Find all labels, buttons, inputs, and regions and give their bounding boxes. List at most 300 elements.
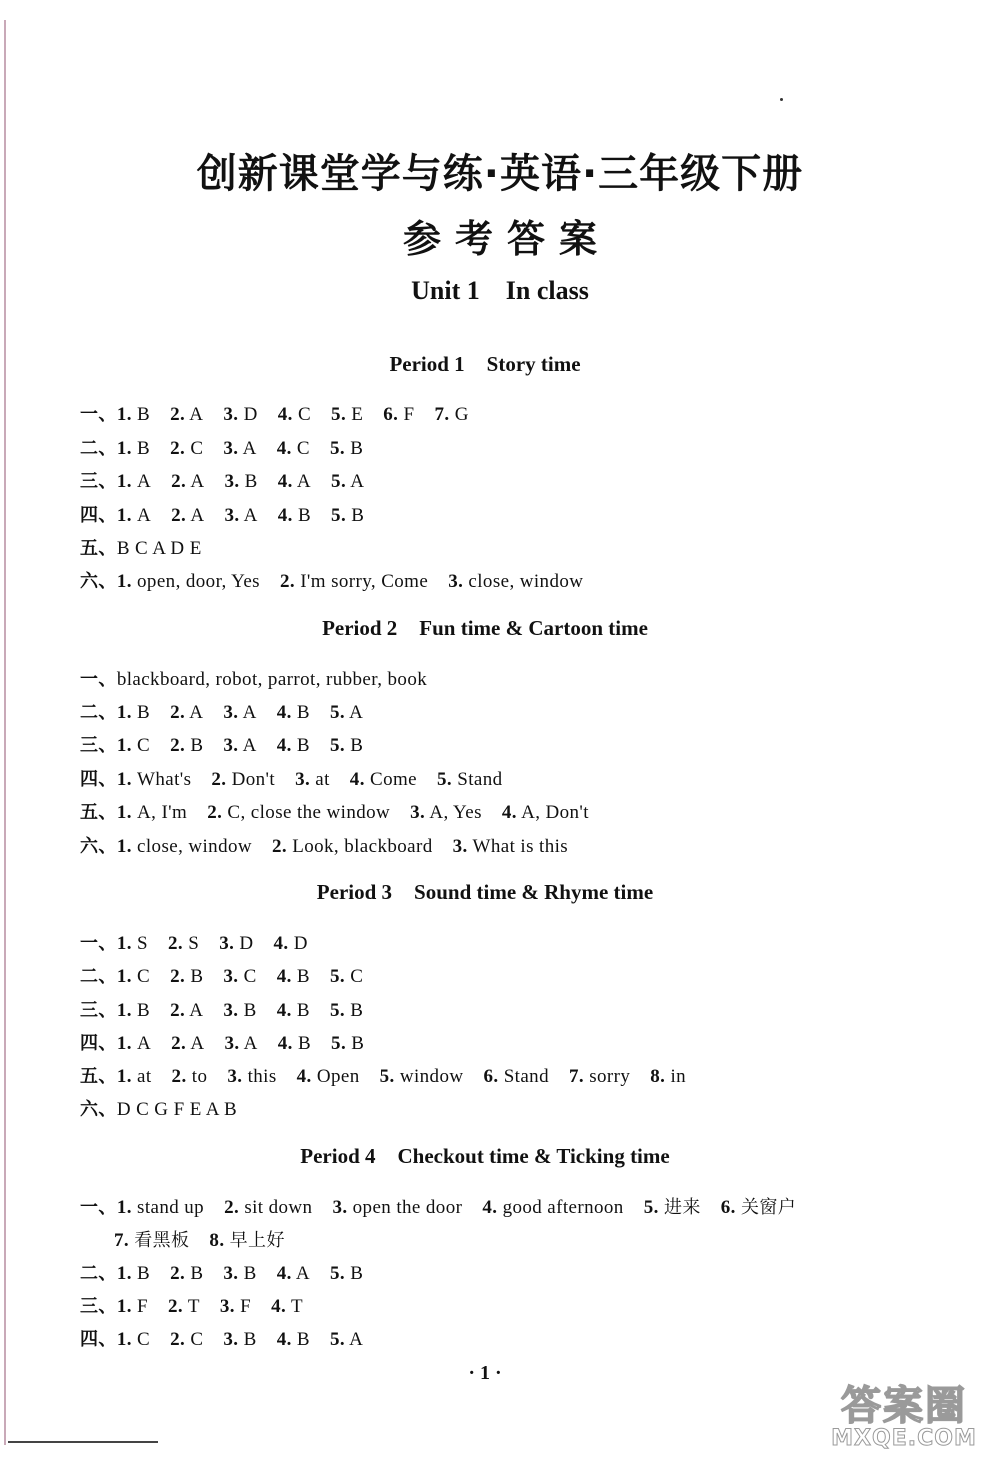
item-number: 4.	[276, 1329, 292, 1350]
item-number: 6.	[720, 1197, 736, 1218]
item-number: 5.	[331, 404, 347, 425]
question-marker: 三、	[80, 735, 117, 756]
answer-item	[117, 702, 150, 723]
item-number: 3.	[219, 933, 235, 954]
answer-item	[278, 471, 311, 492]
item-answer: stand up	[137, 1197, 205, 1218]
item-answer: B	[244, 471, 258, 492]
answer-item	[117, 404, 150, 425]
item-number: 4.	[276, 1263, 292, 1284]
answer-row	[80, 798, 589, 824]
item-number: 2.	[272, 836, 288, 857]
answer-item	[330, 1000, 363, 1021]
question-marker: 六、	[80, 571, 117, 592]
item-answer: C	[297, 404, 312, 425]
answer-row	[80, 832, 568, 858]
answer-item	[331, 1033, 364, 1054]
item-number: 2.	[168, 1296, 184, 1317]
answer-item	[223, 1263, 256, 1284]
item-answer: Don't	[231, 769, 276, 790]
answer-item	[171, 471, 204, 492]
item-answer: C	[243, 966, 257, 987]
item-answer: A	[190, 505, 205, 526]
answer-item	[170, 1000, 203, 1021]
answer-row	[80, 467, 364, 493]
answer-item	[117, 933, 148, 954]
answer-item	[172, 1066, 208, 1087]
answer-row	[80, 698, 363, 724]
question-marker: 一、	[80, 933, 117, 954]
question-marker: 三、	[80, 1000, 117, 1021]
item-answer: A	[296, 471, 312, 492]
item-number: 3.	[452, 836, 468, 857]
period-label: Period 3	[316, 880, 393, 904]
item-answer: B	[137, 1000, 151, 1021]
item-number: 7.	[568, 1066, 585, 1087]
item-answer: B	[296, 1329, 310, 1350]
answer-row	[80, 1193, 796, 1219]
item-number: 3.	[223, 966, 239, 987]
item-answer: B C A D E	[116, 538, 202, 559]
answer-row	[80, 1292, 303, 1318]
answer-item	[168, 1296, 200, 1317]
answer-item	[223, 1000, 256, 1021]
item-answer: A, I'm	[137, 802, 188, 823]
answer-item	[274, 933, 308, 954]
answer-item	[117, 1263, 150, 1284]
answer-item	[117, 1296, 148, 1317]
item-number: 4.	[273, 933, 289, 954]
item-number: 5.	[379, 1066, 395, 1087]
item-number: 3.	[223, 702, 239, 723]
item-number: 1.	[116, 802, 132, 823]
period-name: Fun time & Cartoon time	[419, 616, 648, 640]
answer-item	[209, 1230, 284, 1251]
item-number: 3.	[223, 404, 239, 425]
item-number: 1.	[116, 769, 132, 790]
answer-item	[330, 735, 363, 756]
item-number: 2.	[224, 1197, 240, 1218]
question-marker: 五、	[80, 802, 117, 823]
question-marker: 一、	[80, 669, 117, 690]
item-number: 2.	[171, 505, 187, 526]
answer-row	[80, 665, 427, 691]
item-number: 2.	[207, 802, 223, 823]
question-marker: 二、	[80, 438, 117, 459]
item-answer: What is this	[472, 836, 569, 857]
item-number: 2.	[170, 702, 186, 723]
item-answer: B	[137, 702, 151, 723]
answer-row	[80, 996, 363, 1022]
item-answer: A	[243, 505, 258, 526]
item-number: 7.	[434, 404, 450, 425]
answer-item	[331, 505, 364, 526]
item-number: 5.	[330, 438, 346, 459]
answer-row	[80, 567, 583, 593]
watermark-url: MXQE.COM	[831, 1426, 977, 1451]
item-answer: B	[137, 1263, 151, 1284]
item-number: 3.	[223, 1000, 239, 1021]
item-number: 2.	[170, 1263, 186, 1284]
question-marker: 六、	[80, 836, 117, 857]
answer-item	[380, 1066, 464, 1087]
answer-item	[170, 1263, 203, 1284]
watermark-logo	[814, 1374, 994, 1456]
answer-item	[721, 1197, 796, 1218]
book-title: 创新课堂学与练·英语·三年级下册	[196, 151, 804, 197]
item-answer: B	[190, 966, 204, 987]
item-answer: close, window	[468, 571, 584, 592]
answer-item	[223, 702, 256, 723]
item-number: 2.	[171, 1033, 187, 1054]
answer-item	[117, 1099, 237, 1120]
question-marker: 三、	[80, 1296, 117, 1317]
answer-item	[117, 1197, 204, 1218]
item-number: 5.	[330, 735, 346, 756]
question-marker: 三、	[80, 471, 117, 492]
scan-speck	[780, 98, 783, 101]
answer-row	[80, 1062, 686, 1088]
answer-item	[482, 1197, 623, 1218]
item-answer: B	[350, 438, 364, 459]
item-number: 3.	[223, 1263, 239, 1284]
item-number: 4.	[501, 802, 517, 823]
item-answer: B	[351, 1033, 365, 1054]
answer-item	[117, 571, 260, 592]
period-name: Checkout time & Ticking time	[397, 1144, 670, 1168]
item-number: 3.	[219, 1296, 235, 1317]
item-number: 4.	[276, 966, 292, 987]
question-marker: 四、	[80, 1033, 117, 1054]
item-answer: A	[137, 505, 152, 526]
item-number: 1.	[116, 1033, 132, 1054]
answer-item	[117, 1000, 150, 1021]
period-label: Period 1	[389, 352, 465, 376]
item-answer: A	[190, 1033, 205, 1054]
item-answer: T	[290, 1296, 303, 1317]
answer-item	[277, 1329, 310, 1350]
item-answer: B	[350, 735, 364, 756]
answer-item	[170, 404, 203, 425]
answer-item	[277, 735, 310, 756]
item-number: 2.	[170, 1329, 186, 1350]
item-number: 4.	[276, 735, 292, 756]
item-number: 3.	[223, 1329, 239, 1350]
period-label: Period 2	[322, 616, 398, 640]
item-answer: C, close the window	[227, 802, 391, 823]
answer-item	[332, 1197, 462, 1218]
item-number: 3.	[295, 769, 311, 790]
question-marker: 二、	[80, 702, 117, 723]
item-number: 3.	[448, 571, 464, 592]
item-answer: F	[137, 1296, 148, 1317]
item-answer: Look, blackboard	[292, 836, 433, 857]
item-answer: B	[190, 1263, 204, 1284]
answer-item	[224, 505, 257, 526]
item-answer: A	[137, 471, 152, 492]
period-name: Story time	[486, 352, 581, 376]
item-answer: S	[137, 933, 148, 954]
item-number: 4.	[482, 1197, 498, 1218]
item-number: 2.	[211, 769, 227, 790]
answer-item	[437, 769, 503, 790]
item-answer: sit down	[244, 1197, 313, 1218]
item-answer: I'm sorry, Come	[300, 571, 429, 592]
item-answer: A, Don't	[521, 802, 589, 823]
item-number: 4.	[276, 438, 292, 459]
answer-row	[80, 1029, 364, 1055]
item-answer: D C G F E A B	[116, 1099, 238, 1120]
item-number: 5.	[330, 1329, 346, 1350]
answer-row	[80, 765, 503, 791]
item-number: 3.	[224, 505, 240, 526]
answer-item	[117, 538, 202, 559]
item-number: 1.	[116, 1263, 132, 1284]
answer-item	[223, 966, 256, 987]
answer-item	[117, 471, 151, 492]
item-answer: A	[137, 1033, 152, 1054]
item-answer: in	[670, 1066, 687, 1087]
item-answer: G	[454, 404, 469, 425]
answer-item	[224, 471, 257, 492]
answer-item	[227, 1066, 276, 1087]
item-answer: A	[295, 1263, 310, 1284]
item-number: 2.	[168, 933, 184, 954]
answer-row	[80, 1259, 363, 1285]
item-number: 5.	[330, 1263, 346, 1284]
item-answer: A	[242, 702, 257, 723]
question-marker: 一、	[80, 1197, 117, 1218]
answer-item	[272, 836, 433, 857]
item-answer: Stand	[457, 769, 503, 790]
item-answer: B	[350, 1263, 364, 1284]
item-number: 6.	[383, 404, 399, 425]
answer-item	[223, 735, 256, 756]
item-answer: Come	[370, 769, 418, 790]
item-number: 5.	[331, 1033, 347, 1054]
answer-item	[483, 1066, 549, 1087]
answer-item	[114, 1230, 189, 1251]
item-number: 1.	[116, 966, 132, 987]
answer-item	[211, 769, 275, 790]
item-answer: this	[247, 1066, 277, 1087]
item-number: 2.	[279, 571, 296, 592]
answer-item	[277, 1263, 310, 1284]
item-answer: 看黑板	[134, 1230, 190, 1251]
item-number: 7.	[114, 1230, 130, 1251]
item-number: 2.	[170, 735, 186, 756]
answer-item	[117, 802, 187, 823]
answer-key-title: 参考答案	[402, 217, 611, 261]
answer-item	[448, 571, 583, 592]
answer-row	[80, 534, 202, 560]
item-answer: close, window	[137, 836, 252, 857]
answer-item	[117, 1329, 150, 1350]
unit-heading	[0, 276, 1000, 306]
item-number: 1.	[116, 438, 132, 459]
item-number: 4.	[296, 1066, 312, 1087]
answer-item	[453, 836, 568, 857]
answer-item	[171, 1033, 204, 1054]
item-number: 1.	[116, 404, 132, 425]
item-answer: D	[243, 404, 258, 425]
item-answer: A	[189, 1000, 204, 1021]
item-answer: A	[349, 702, 364, 723]
item-answer: C	[190, 1329, 204, 1350]
item-answer: B	[296, 735, 310, 756]
answer-item	[569, 1066, 630, 1087]
answer-row	[80, 434, 363, 460]
item-answer: B	[296, 966, 310, 987]
item-answer: A	[189, 404, 204, 425]
item-number: 4.	[277, 471, 293, 492]
item-answer: D	[239, 933, 254, 954]
item-answer: C	[296, 438, 310, 459]
answer-item	[410, 802, 482, 823]
item-number: 5.	[330, 702, 346, 723]
item-number: 4.	[276, 1000, 292, 1021]
answer-item	[277, 438, 310, 459]
answer-item	[330, 966, 363, 987]
answer-item	[223, 1329, 256, 1350]
period-heading	[0, 1144, 970, 1169]
answer-item	[219, 933, 253, 954]
item-number: 5.	[330, 1000, 346, 1021]
item-number: 8.	[650, 1066, 666, 1087]
answer-item	[168, 933, 199, 954]
item-number: 3.	[227, 1066, 243, 1087]
answer-item	[171, 505, 204, 526]
item-number: 3.	[223, 438, 239, 459]
item-number: 1.	[116, 933, 132, 954]
answer-item	[223, 438, 256, 459]
answer-item	[278, 1033, 311, 1054]
answer-item	[117, 735, 150, 756]
answer-item	[117, 769, 192, 790]
period-name: Sound time & Rhyme time	[414, 880, 654, 904]
item-answer: blackboard, robot, parrot, rubber, book	[116, 669, 428, 690]
answer-item	[330, 1263, 363, 1284]
answer-item	[117, 966, 150, 987]
period-heading	[0, 880, 970, 905]
item-number: 1.	[116, 471, 132, 492]
answer-item	[117, 505, 151, 526]
item-number: 2.	[170, 966, 186, 987]
item-answer: B	[137, 404, 151, 425]
item-number: 4.	[271, 1296, 287, 1317]
item-answer: What's	[137, 769, 192, 790]
question-marker: 四、	[80, 1329, 117, 1350]
item-answer: to	[191, 1066, 208, 1087]
item-answer: T	[187, 1296, 200, 1317]
answer-item	[502, 802, 589, 823]
item-answer: at	[315, 769, 330, 790]
item-answer: good afternoon	[502, 1197, 624, 1218]
answer-item	[224, 1033, 257, 1054]
answer-item	[117, 438, 150, 459]
period-label: Period 4	[300, 1144, 376, 1168]
period-heading	[0, 616, 970, 641]
answer-item	[434, 404, 468, 425]
question-marker: 五、	[80, 538, 117, 559]
answer-item	[330, 702, 363, 723]
item-answer: A	[243, 1033, 258, 1054]
item-answer: Open	[316, 1066, 360, 1087]
question-marker: 四、	[80, 505, 117, 526]
item-answer: B	[297, 1033, 312, 1054]
period-heading	[0, 352, 970, 377]
item-answer: S	[188, 933, 200, 954]
item-answer: Stand	[503, 1066, 549, 1087]
item-answer: B	[243, 1329, 257, 1350]
item-number: 4.	[276, 702, 292, 723]
answer-item	[295, 769, 330, 790]
answer-item	[170, 702, 203, 723]
answer-item	[277, 1000, 310, 1021]
answer-item	[350, 769, 417, 790]
question-marker: 二、	[80, 966, 117, 987]
item-number: 2.	[171, 1066, 187, 1087]
item-answer: B	[297, 505, 312, 526]
item-answer: sorry	[589, 1066, 631, 1087]
item-number: 5.	[330, 966, 346, 987]
question-marker: 四、	[80, 769, 117, 790]
item-number: 1.	[116, 836, 132, 857]
item-answer: A	[190, 471, 205, 492]
item-number: 3.	[224, 1033, 240, 1054]
item-answer: A	[242, 438, 257, 459]
page-number: · 1 ·	[468, 1362, 502, 1384]
question-marker: 六、	[80, 1099, 117, 1120]
item-answer: 进来	[663, 1197, 701, 1218]
item-answer: B	[243, 1263, 257, 1284]
answer-item	[297, 1066, 360, 1087]
item-number: 1.	[116, 1197, 132, 1218]
answer-item	[330, 438, 363, 459]
item-number: 4.	[277, 505, 293, 526]
item-answer: A	[189, 702, 204, 723]
item-answer: B	[296, 1000, 310, 1021]
answer-item	[207, 802, 390, 823]
item-answer: A	[242, 735, 257, 756]
item-number: 4.	[277, 404, 293, 425]
item-number: 5.	[331, 505, 347, 526]
answer-item	[117, 1033, 151, 1054]
item-answer: D	[293, 933, 308, 954]
item-number: 3.	[410, 802, 426, 823]
item-number: 5.	[437, 769, 453, 790]
answer-item	[331, 471, 364, 492]
item-answer: A	[350, 471, 365, 492]
item-number: 1.	[116, 571, 132, 592]
unit-label: Unit 1	[411, 276, 480, 305]
question-marker: 五、	[80, 1066, 117, 1087]
item-number: 2.	[170, 404, 186, 425]
question-marker: 一、	[80, 404, 117, 425]
item-number: 2.	[170, 438, 186, 459]
item-answer: C	[190, 438, 204, 459]
item-number: 4.	[277, 1033, 293, 1054]
item-number: 5.	[331, 471, 347, 492]
answer-item	[277, 966, 310, 987]
item-answer: C	[137, 735, 151, 756]
answer-row	[114, 1226, 285, 1252]
answer-item	[117, 836, 252, 857]
answer-item	[278, 404, 311, 425]
answer-item	[383, 404, 414, 425]
item-answer: B	[190, 735, 204, 756]
answer-row	[80, 400, 469, 426]
